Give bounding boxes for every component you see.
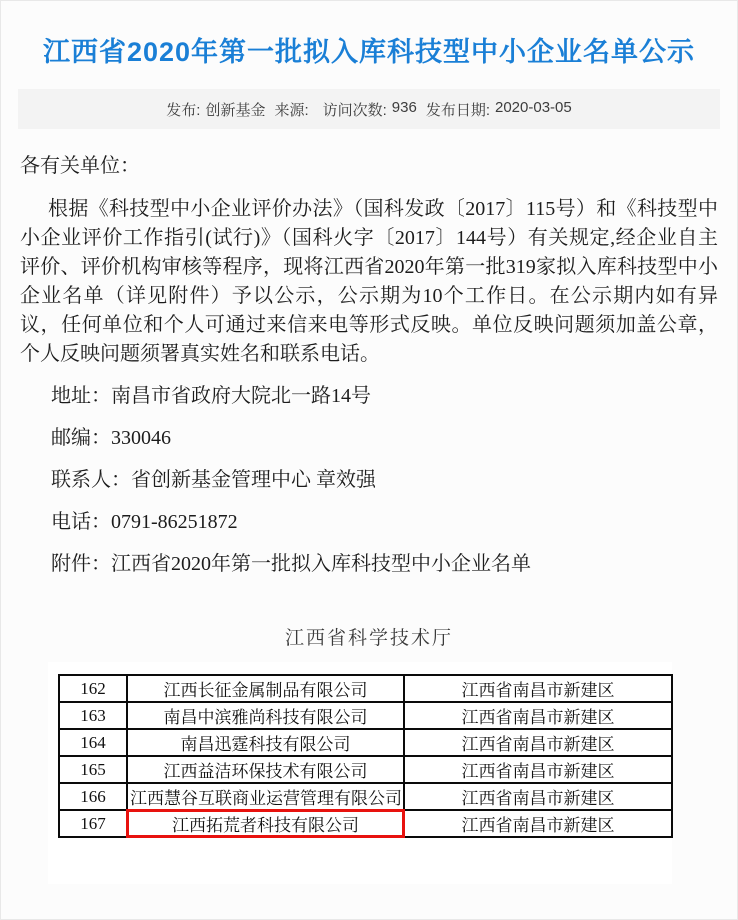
row-number: 162 xyxy=(59,675,127,702)
meta-publisher xyxy=(166,99,265,120)
row-number: 166 xyxy=(59,783,127,810)
company-region: 江西省南昌市新建区 xyxy=(404,756,672,783)
address-line: 地址：南昌市省政府大院北一路14号 xyxy=(51,385,371,407)
page-title: 江西省2020年第一批拟入库科技型中小企业名单公示 xyxy=(42,37,696,67)
table-row xyxy=(59,729,672,756)
main-paragraph: 根据《科技型中小企业评价办法》（国科发政〔2017〕115号）和《科技型中小企业评价工作指引(试行)》（国科火字〔2017〕144号）有关规定,经企业自主评价、评价机构审核等程序，现将江西省2020年第一批319家拟入库科技型中小企业名单（详见附件）予以公示，公示期为10个工作日。在公示期内如有异议，任何单位和个人可通过来信来电等形式反映。单位反映问题须加盖公章，个人反映问题须署真实姓名和联系电话。 xyxy=(20,198,718,365)
company-region: 江西省南昌市新建区 xyxy=(404,810,672,837)
contact-block xyxy=(20,382,718,579)
contact-person-line: 联系人：省创新基金管理中心 章效强 xyxy=(51,469,376,491)
meta-date xyxy=(426,99,572,120)
table-row xyxy=(59,675,672,702)
postcode-line: 邮编：330046 xyxy=(51,427,171,449)
company-name: 江西慧谷互联商业运营管理有限公司 xyxy=(127,783,404,810)
company-name: 江西长征金属制品有限公司 xyxy=(127,675,404,702)
company-roster-table xyxy=(58,674,673,838)
company-name: 南昌中滨雅尚科技有限公司 xyxy=(127,702,404,729)
table-row xyxy=(59,756,672,783)
phone-line: 电话：0791-86251872 xyxy=(51,511,238,533)
announcement-body xyxy=(20,152,718,653)
company-region: 江西省南昌市新建区 xyxy=(404,729,672,756)
meta-date-value: 2020-03-05 xyxy=(495,98,572,116)
table-row xyxy=(59,783,672,810)
company-region: 江西省南昌市新建区 xyxy=(404,702,672,729)
company-region: 江西省南昌市新建区 xyxy=(404,783,672,810)
meta-publisher-value: 创新基金 xyxy=(205,101,266,119)
meta-visits-label: 访问次数: xyxy=(322,101,387,119)
table-row xyxy=(59,702,672,729)
company-region: 江西省南昌市新建区 xyxy=(404,675,672,702)
company-name-highlighted: 江西拓荒者科技有限公司 xyxy=(127,810,404,837)
row-number: 165 xyxy=(59,756,127,783)
meta-publisher-label: 发布: xyxy=(166,101,201,119)
attachment-line: 附件：江西省2020年第一批拟入库科技型中小企业名单 xyxy=(51,553,531,575)
meta-visits-value: 936 xyxy=(391,98,417,116)
meta-bar xyxy=(18,89,720,129)
company-name: 江西益洁环保技术有限公司 xyxy=(127,756,404,783)
table-row-highlighted xyxy=(59,810,672,837)
row-number: 163 xyxy=(59,702,127,729)
attachment-scan-image xyxy=(48,662,672,884)
meta-source-label: 来源: xyxy=(274,101,309,119)
row-number: 167 xyxy=(59,810,127,837)
issuer-signature: 江西省科学技术厅 xyxy=(284,628,453,649)
meta-source xyxy=(274,99,313,120)
meta-visits xyxy=(323,99,417,120)
meta-date-label: 发布日期: xyxy=(425,101,490,119)
salutation: 各有关单位： xyxy=(20,155,140,177)
company-name: 南昌迅霆科技有限公司 xyxy=(127,729,404,756)
row-number: 164 xyxy=(59,729,127,756)
